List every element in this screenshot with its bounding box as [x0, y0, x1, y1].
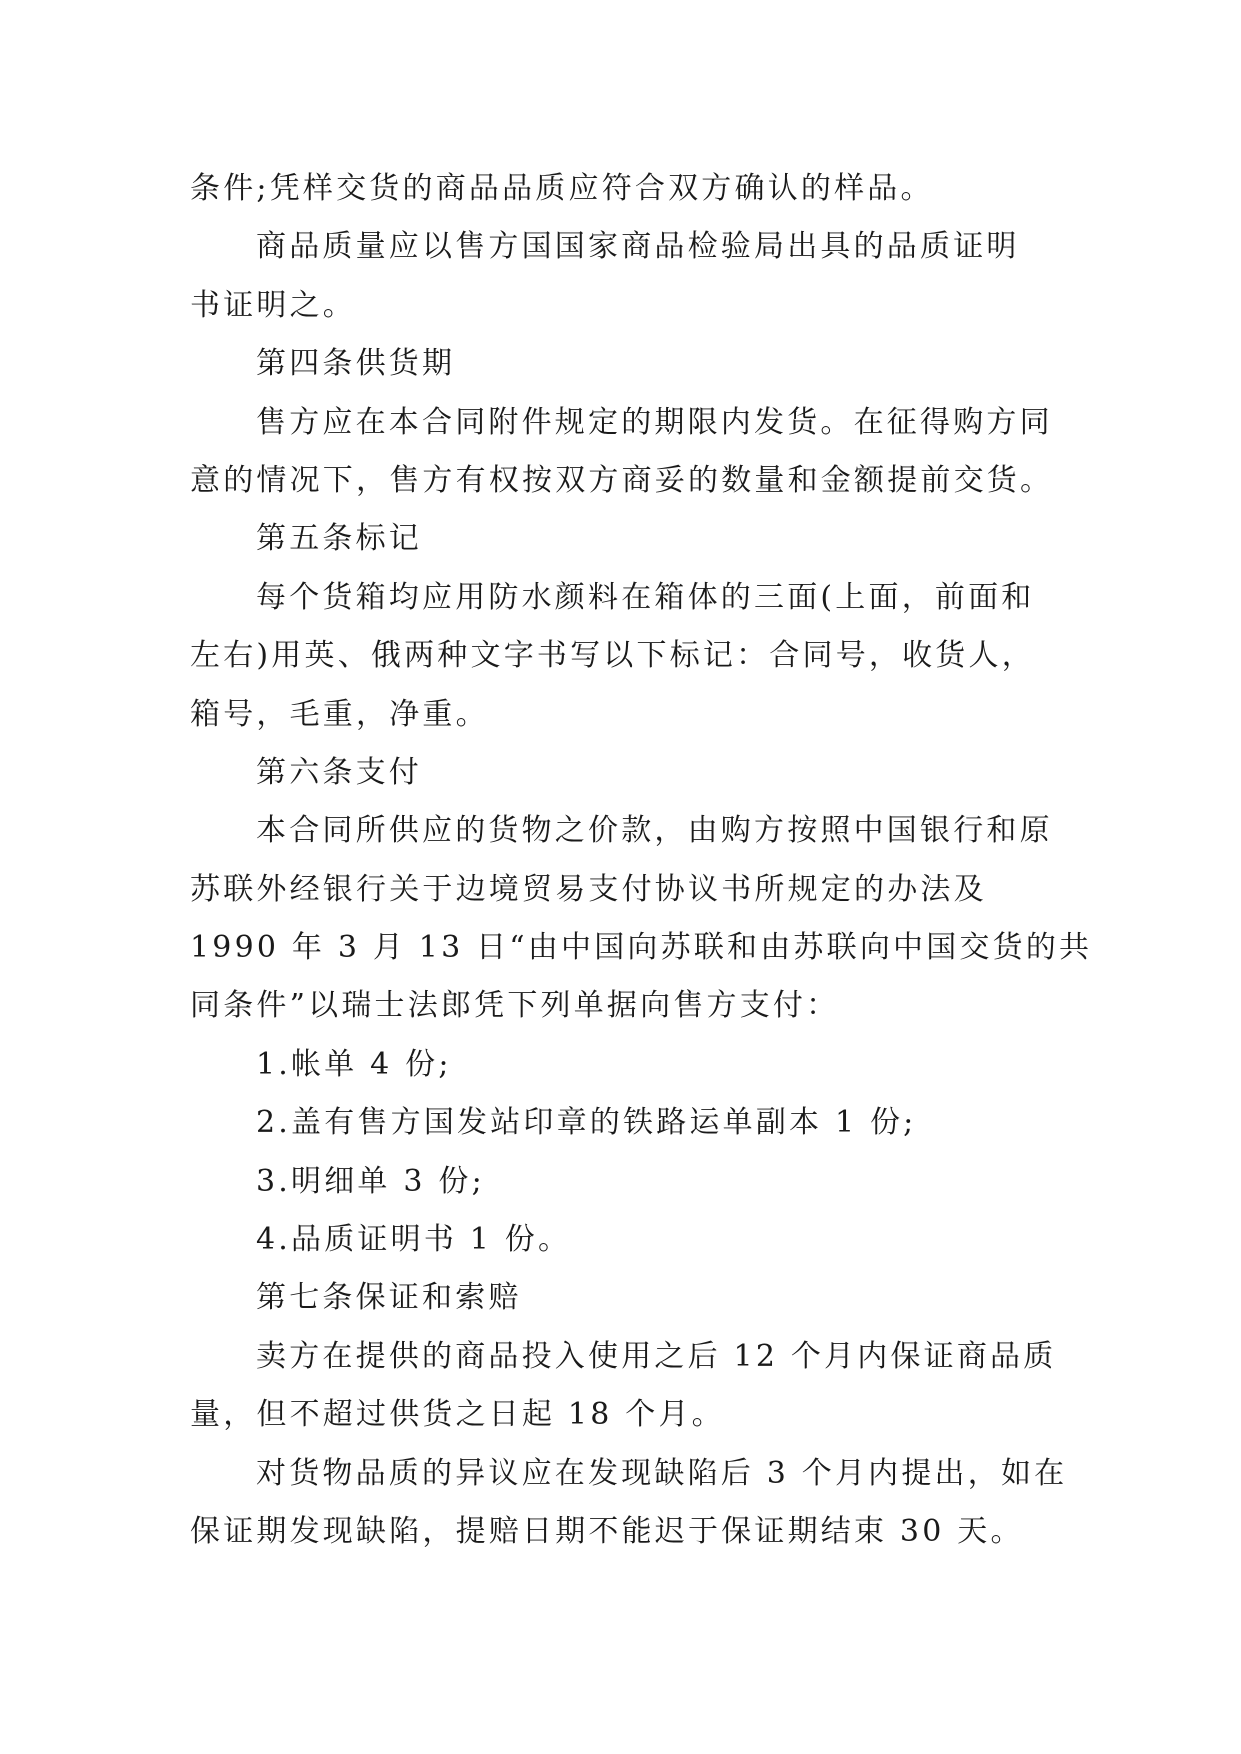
list-item: 3.明细单 3 份; — [256, 1163, 485, 1199]
text-line: 箱号，毛重，净重。 — [190, 696, 489, 732]
section-heading: 第四条供货期 — [256, 346, 456, 382]
list-item: 4.品质证明书 1 份。 — [256, 1222, 572, 1258]
text-line: 书证明之。 — [190, 287, 356, 323]
section-heading: 第五条标记 — [256, 521, 422, 557]
text-line: 卖方在提供的商品投入使用之后 12 个月内保证商品质 — [256, 1338, 1057, 1374]
text-line: 本合同所供应的货物之价款，由购方按照中国银行和原 — [256, 813, 1053, 849]
section-heading: 第七条保证和索赔 — [256, 1280, 522, 1316]
text-line: 保证期发现缺陷，提赔日期不能迟于保证期结束 30 天。 — [190, 1513, 1024, 1549]
text-line: 对货物品质的异议应在发现缺陷后 3 个月内提出，如在 — [256, 1455, 1068, 1491]
document-body — [190, 160, 1093, 1561]
text-line: 同条件”以瑞士法郎凭下列单据向售方支付： — [190, 988, 840, 1024]
text-line: 量，但不超过供货之日起 18 个月。 — [190, 1397, 725, 1433]
list-item: 1.帐单 4 份; — [256, 1046, 452, 1082]
text-line: 1990 年 3 月 13 日“由中国向苏联和由苏联向中国交货的共 — [190, 930, 1093, 966]
text-line: 左右)用英、俄两种文字书写以下标记：合同号，收货人， — [190, 638, 1035, 674]
text-line: 商品质量应以售方国国家商品检验局出具的品质证明 — [256, 229, 1020, 265]
text-line: 意的情况下，售方有权按双方商妥的数量和金额提前交货。 — [190, 462, 1054, 498]
text-line: 每个货箱均应用防水颜料在箱体的三面(上面，前面和 — [256, 579, 1035, 615]
text-line: 苏联外经银行关于边境贸易支付协议书所规定的办法及 — [190, 871, 987, 907]
section-heading: 第六条支付 — [256, 754, 422, 790]
text-line: 条件;凭样交货的商品品质应符合双方确认的样品。 — [190, 171, 934, 206]
text-line: 售方应在本合同附件规定的期限内发货。在征得购方同 — [256, 404, 1053, 440]
list-item: 2.盖有售方国发站印章的铁路运单副本 1 份; — [256, 1105, 917, 1141]
